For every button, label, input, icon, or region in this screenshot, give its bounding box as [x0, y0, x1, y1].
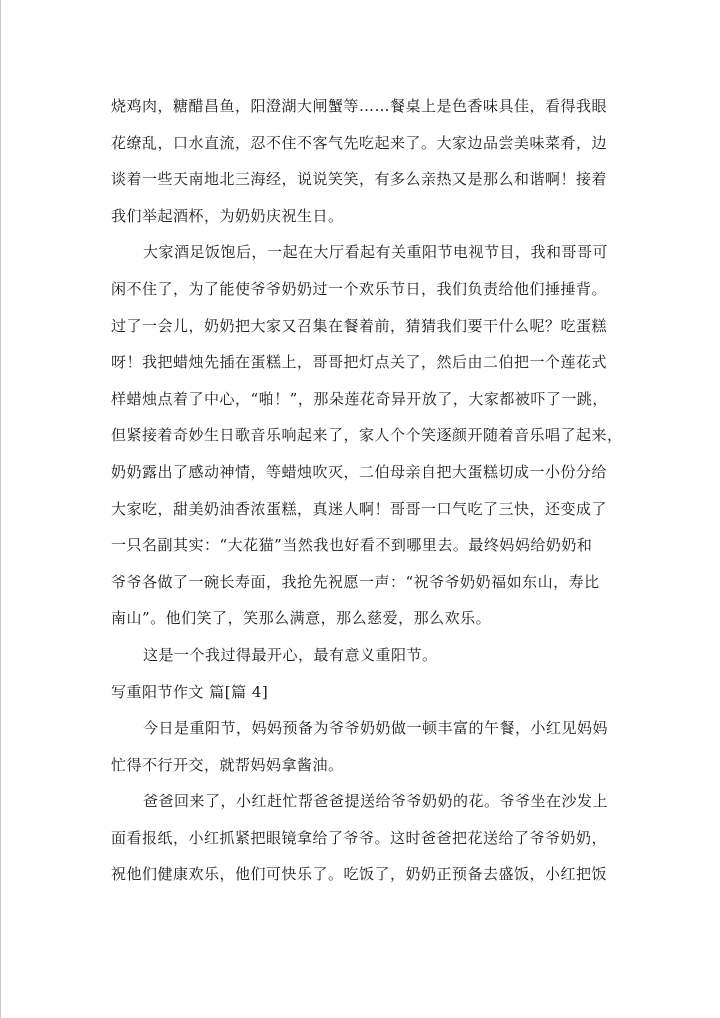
text-line: 但紧接着奇妙生日歌音乐响起来了，家人个个笑逐颜开随着音乐唱了起来，: [111, 426, 623, 445]
text-line: 我们举起酒杯，为奶奶庆祝生日。: [111, 206, 344, 225]
text-line: 南山”。他们笑了，笑那么满意，那么慈爱，那么欢乐。: [111, 609, 492, 628]
text-line: 大家吃，甜美奶油香浓蛋糕，真迷人啊！哥哥一口气吃了三快，还变成了: [111, 499, 608, 518]
paragraph-cake: [111, 234, 623, 637]
text-line: 呀！我把蜡烛先插在蛋糕上，哥哥把灯点关了，然后由二伯把一个莲花式: [111, 353, 608, 372]
text-line: 今日是重阳节，妈妈预备为爷爷奶奶做一顿丰富的午餐，小红见妈妈: [143, 719, 609, 738]
document-body: [111, 88, 623, 893]
paragraph-dad-returns: [111, 783, 611, 893]
text-line: 大家酒足饭饱后，一起在大厅看起有关重阳节电视节目，我和哥哥可: [143, 243, 609, 262]
text-line: 过了一会儿，奶奶把大家又召集在餐着前，猜猜我们要干什么呢？吃蛋糕: [111, 316, 608, 335]
text-line: 爸爸回来了，小红赶忙帮爸爸提送给爷爷奶奶的花。爷爷坐在沙发上: [143, 792, 609, 811]
text-line: 闲不住了，为了能使爷爷奶奶过一个欢乐节日，我们负责给他们捶捶背。: [111, 279, 608, 298]
text-line: 奶奶露出了感动神情，等蜡烛吹灭，二伯母亲自把大蛋糕切成一小份分给: [111, 462, 608, 481]
section-heading: 写重阳节作文 篇[篇 4]: [111, 682, 269, 701]
paragraph-lunch: [111, 710, 611, 783]
text-line: 花缭乱，口水直流，忍不住不客气先吃起来了。大家边品尝美味菜肴，边: [111, 133, 608, 152]
text-line: 忙得不行开交，就帮妈妈拿酱油。: [111, 755, 344, 774]
text-line: 样蜡烛点着了中心，“啪！”，那朵莲花奇异开放了，大家都被吓了一跳，: [111, 389, 608, 408]
text-line: 一只名副其实：“大花猫”当然我也好看不到哪里去。最终妈妈给奶奶和: [111, 536, 593, 555]
paragraph-feast: [111, 88, 611, 234]
paragraph-conclusion: [111, 637, 611, 674]
text-line: 爷爷各做了一碗长寿面，我抢先祝愿一声：“祝爷爷奶奶福如东山，寿比: [111, 572, 600, 591]
text-line: 谈着一些天南地北三海经，说说笑笑，有多么亲热又是那么和谐啊！接着: [111, 170, 608, 189]
text-line: 面看报纸，小红抓紧把眼镜拿给了爷爷。这时爸爸把花送给了爷爷奶奶，: [111, 828, 608, 847]
text-line: 这是一个我过得最开心，最有意义重阳节。: [143, 645, 438, 664]
text-line: 烧鸡肉，糖醋昌鱼，阳澄湖大闸蟹等……餐桌上是色香味具佳，看得我眼: [111, 97, 608, 115]
text-line: 祝他们健康欢乐，他们可快乐了。吃饭了，奶奶正预备去盛饭，小红把饭: [111, 865, 608, 884]
